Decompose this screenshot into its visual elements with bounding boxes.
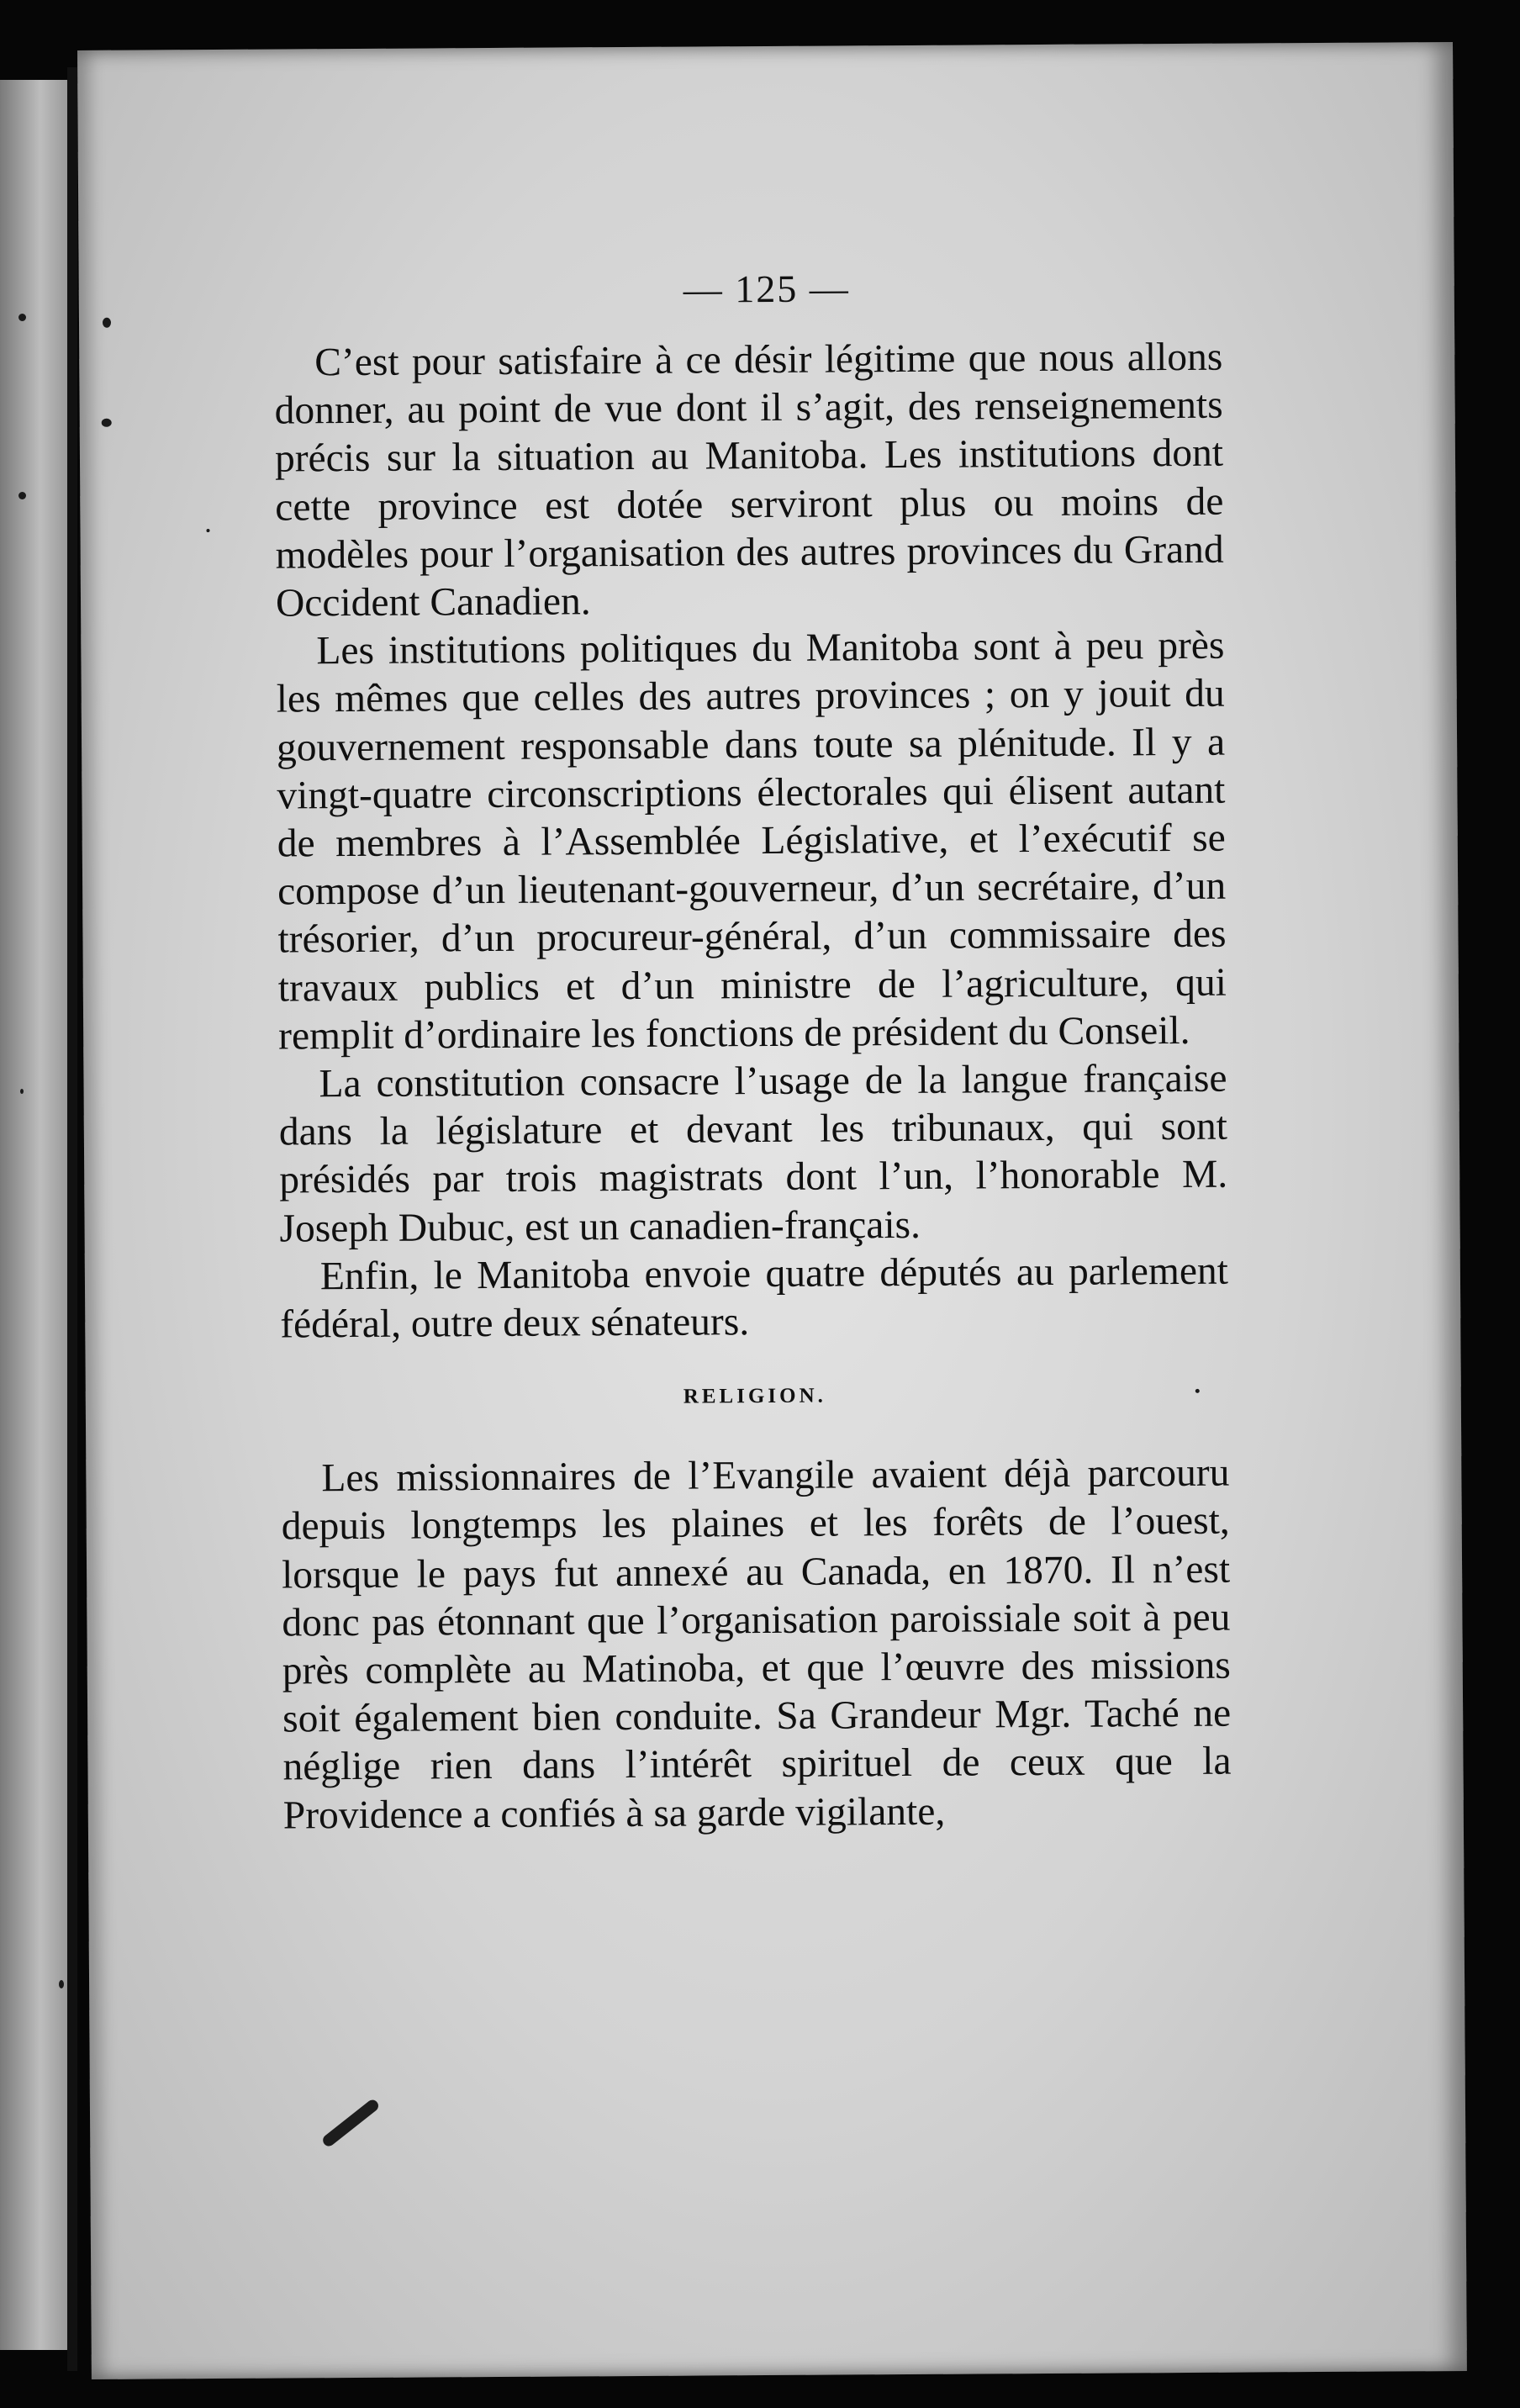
scan-speck xyxy=(20,1089,24,1094)
scan-speck xyxy=(206,529,209,532)
page-number: — 125 — xyxy=(683,267,850,311)
scan-speck xyxy=(103,318,111,328)
scan-speck xyxy=(18,492,26,499)
paragraph: Les missionnaires de l’Evangile avaient déjà parcouru depuis longtemps les plaines et les forêts de l’ouest, lorsque le pays fut annexé au Canada, en 1870. Il n’est donc pas étonnant que l’organisation paroissiale soit à peu près complète au Matinoba, et que l’œuvre des missions soit également bien conduite. Sa Grandeur Mgr. Taché ne néglige rien dans l’intérêt spirituel de ceux que la Providence a confiés à sa garde vigilante, xyxy=(281,1450,1232,1838)
scan-speck xyxy=(59,1980,64,1988)
book-page xyxy=(77,42,1467,2379)
ink-mark xyxy=(320,2098,380,2149)
scan-speck xyxy=(102,419,112,427)
scan-speck xyxy=(18,314,26,321)
paragraph: Enfin, le Manitoba envoie quatre députés au parlement fédéral, outre deux sénateurs. xyxy=(280,1249,1229,1347)
body-text xyxy=(274,334,1232,1840)
facing-page-edge xyxy=(0,80,67,2350)
section-heading: RELIGION. xyxy=(683,1384,826,1408)
book-gutter xyxy=(67,67,77,2371)
paragraph: Les institutions politiques du Manitoba sont à peu près les mêmes que celles des autres provinces ; on y jouit du gouvernement responsable dans toute sa plénitude. Il y a vingt-quatre circonscriptions électorales qui élisent autant de membres à l’Assemblée Législative, et l’exécutif se compose d’un lieutenant-gouverneur, d’un secrétaire, d’un trésorier, d’un procureur-général, d’un commissaire des travaux publics et d’un ministre de l’agriculture, qui remplit d’ordinaire les fonctions de président du Conseil. xyxy=(276,623,1227,1059)
paragraph: La constitution consacre l’usage de la langue française dans la législature et devant les tribunaux, qui sont présidés par trois magistrats dont l’un, l’honorable M. Joseph Dubuc, est un canadien-français. xyxy=(278,1056,1228,1251)
paragraph: C’est pour satisfaire à ce désir légitime que nous allons donner, au point de vue dont il s’agit, des renseignements précis sur la situation au Manitoba. Les institutions dont cette province est dotée serviront plus ou moins de modèles pour l’organisation des autres provinces du Grand Occident Canadien. xyxy=(274,335,1224,626)
